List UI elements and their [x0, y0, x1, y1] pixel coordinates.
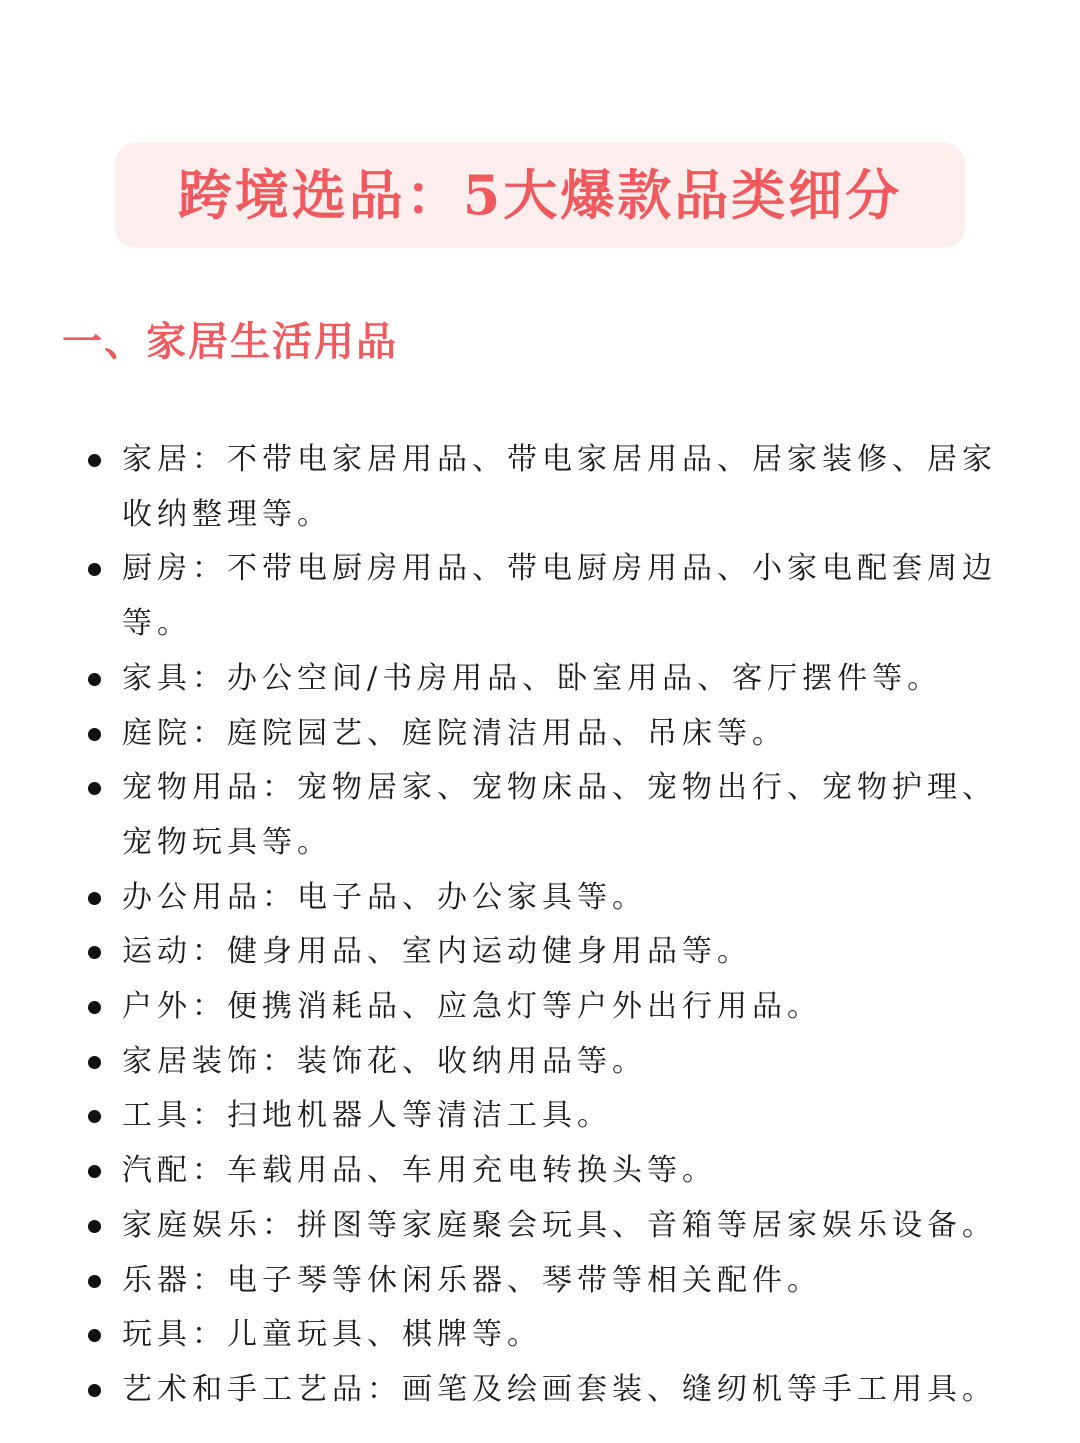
list-item-text: 汽配：车载用品、车用充电转换头等。	[122, 1153, 717, 1189]
list-item-text: 玩具：儿童玩具、棋牌等。	[122, 1317, 542, 1353]
bullet-icon	[88, 1275, 101, 1288]
bullet-icon	[88, 454, 101, 467]
list-item-text: 运动：健身用品、室内运动健身用品等。	[122, 934, 752, 970]
list-item-text: 艺术和手工艺品：画笔及绘画套装、缝纫机等手工用具。	[122, 1371, 997, 1407]
list-item-text: 乐器：电子琴等休闲乐器、琴带等相关配件。	[122, 1262, 822, 1298]
list-item	[0, 871, 1080, 926]
list-item-text: 工具：扫地机器人等清洁工具。	[122, 1098, 612, 1134]
list-item	[0, 1144, 1080, 1199]
bullet-icon	[88, 728, 101, 741]
list-item	[0, 1308, 1080, 1363]
bullet-icon	[88, 946, 101, 959]
page-title: 跨境选品：5大爆款品类细分	[177, 163, 903, 227]
list-item	[0, 1199, 1080, 1254]
category-list	[0, 433, 1080, 1418]
list-item	[0, 925, 1080, 980]
list-item	[0, 1089, 1080, 1144]
list-item	[0, 980, 1080, 1035]
bullet-icon	[88, 782, 101, 795]
bullet-icon	[88, 1056, 101, 1069]
bullet-icon	[88, 1329, 101, 1342]
section-heading: 一、家居生活用品	[62, 318, 398, 365]
list-item-text: 家居装饰：装饰花、收纳用品等。	[122, 1043, 647, 1079]
list-item	[0, 761, 1080, 870]
bullet-icon	[88, 673, 101, 686]
list-item-text: 家具：办公空间/书房用品、卧室用品、客厅摆件等。	[122, 660, 943, 696]
list-item-text: 厨房：不带电厨房用品、带电厨房用品、小家电配套周边等。	[122, 551, 997, 642]
bullet-icon	[88, 1384, 101, 1397]
list-item-text: 庭院：庭院园艺、庭院清洁用品、吊床等。	[122, 715, 787, 751]
list-item-text: 宠物用品：宠物居家、宠物床品、宠物出行、宠物护理、宠物玩具等。	[122, 770, 997, 860]
list-item	[0, 542, 1080, 651]
list-item	[0, 1363, 1080, 1418]
bullet-icon	[88, 1165, 101, 1178]
list-item-text: 户外：便携消耗品、应急灯等户外出行用品。	[122, 989, 822, 1025]
list-item	[0, 1035, 1080, 1090]
bullet-icon	[88, 1110, 101, 1123]
list-item	[0, 652, 1080, 707]
list-item-text: 家庭娱乐：拼图等家庭聚会玩具、音箱等居家娱乐设备。	[122, 1207, 997, 1243]
title-banner	[115, 142, 965, 248]
list-item	[0, 433, 1080, 542]
bullet-icon	[88, 563, 101, 576]
list-item	[0, 1254, 1080, 1309]
list-item-text: 家居：不带电家居用品、带电家居用品、居家装修、居家收纳整理等。	[122, 442, 997, 532]
list-item	[0, 707, 1080, 762]
list-item-text: 办公用品：电子品、办公家具等。	[122, 879, 647, 915]
bullet-icon	[88, 892, 101, 905]
bullet-icon	[88, 1220, 101, 1233]
bullet-icon	[88, 1001, 101, 1014]
